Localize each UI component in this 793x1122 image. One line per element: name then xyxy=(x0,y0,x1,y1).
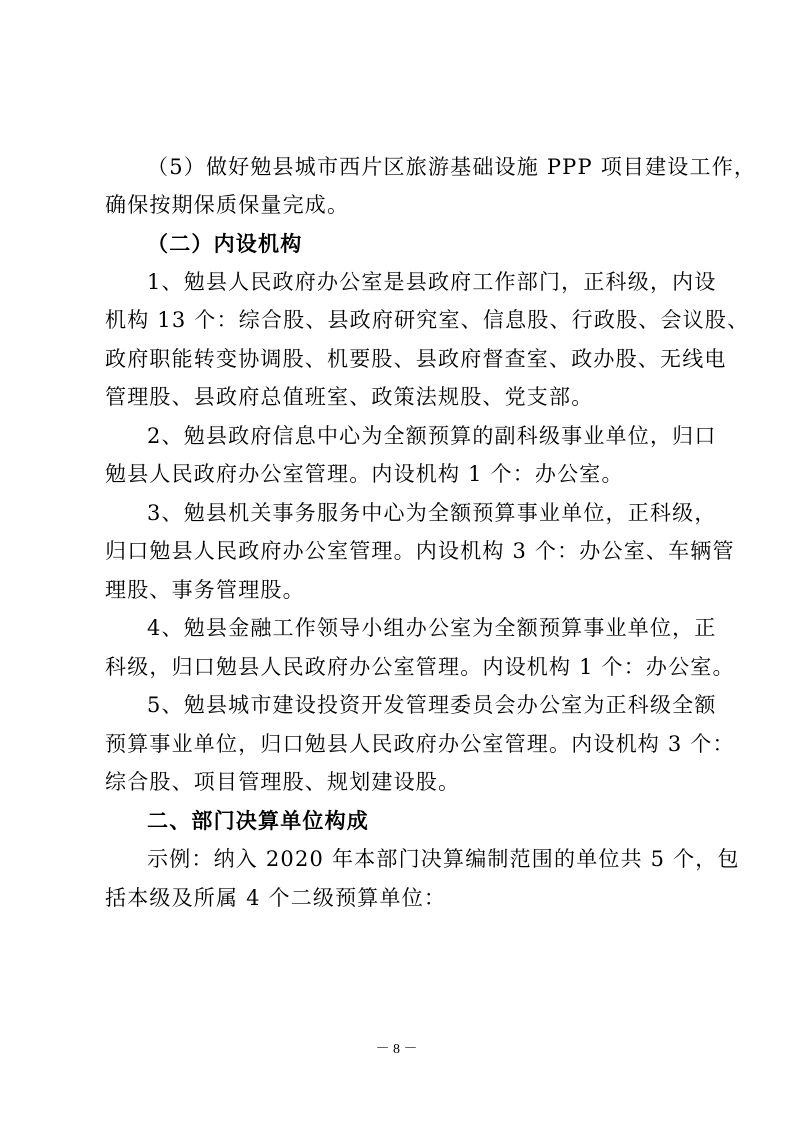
page-number: － 8 － xyxy=(375,1042,418,1057)
paragraph-line: 确保按期保质保量完成。 xyxy=(105,193,350,217)
paragraph-line: 5、勉县城市建设投资开发管理委员会办公室为正科级全额 xyxy=(147,693,717,717)
paragraph-line: 预算事业单位，归口勉县人民政府办公室管理。内设机构 3 个： xyxy=(105,732,735,756)
paragraph-line: 1、勉县人民政府办公室是县政府工作部门，正科级，内设 xyxy=(147,270,717,294)
paragraph-line: 理股、事务管理股。 xyxy=(105,578,305,602)
paragraph-line: 3、勉县机关事务服务中心为全额预算事业单位，正科级， xyxy=(147,501,717,525)
paragraph-line: 归口勉县人民政府办公室管理。内设机构 3 个：办公室、车辆管 xyxy=(105,539,735,563)
paragraph-line: 综合股、项目管理股、规划建设股。 xyxy=(105,770,461,794)
paragraph-line: 括本级及所属 4 个二级预算单位： xyxy=(105,886,447,910)
paragraph-line: 2、勉县政府信息中心为全额预算的副科级事业单位，归口 xyxy=(147,424,717,448)
paragraph-line: 科级，归口勉县人民政府办公室管理。内设机构 1 个：办公室。 xyxy=(105,655,735,679)
paragraph-line: 勉县人民政府办公室管理。内设机构 1 个：办公室。 xyxy=(105,462,624,486)
paragraph-line: 管理股、县政府总值班室、政策法规股、党支部。 xyxy=(105,385,594,409)
paragraph-line: 示例：纳入 2020 年本部门决算编制范围的单位共 5 个，包 xyxy=(147,847,740,871)
section-heading: （二）内设机构 xyxy=(147,232,303,256)
section-heading: 二、部门决算单位构成 xyxy=(147,809,369,833)
paragraph-line: 政府职能转变协调股、机要股、县政府督查室、政办股、无线电 xyxy=(105,347,727,371)
paragraph-line: 机构 13 个：综合股、县政府研究室、信息股、行政股、会议股、 xyxy=(105,308,750,332)
paragraph-line: 4、勉县金融工作领导小组办公室为全额预算事业单位，正 xyxy=(147,616,717,640)
paragraph-line: （5）做好勉县城市西片区旅游基础设施 PPP 项目建设工作， xyxy=(147,155,757,179)
